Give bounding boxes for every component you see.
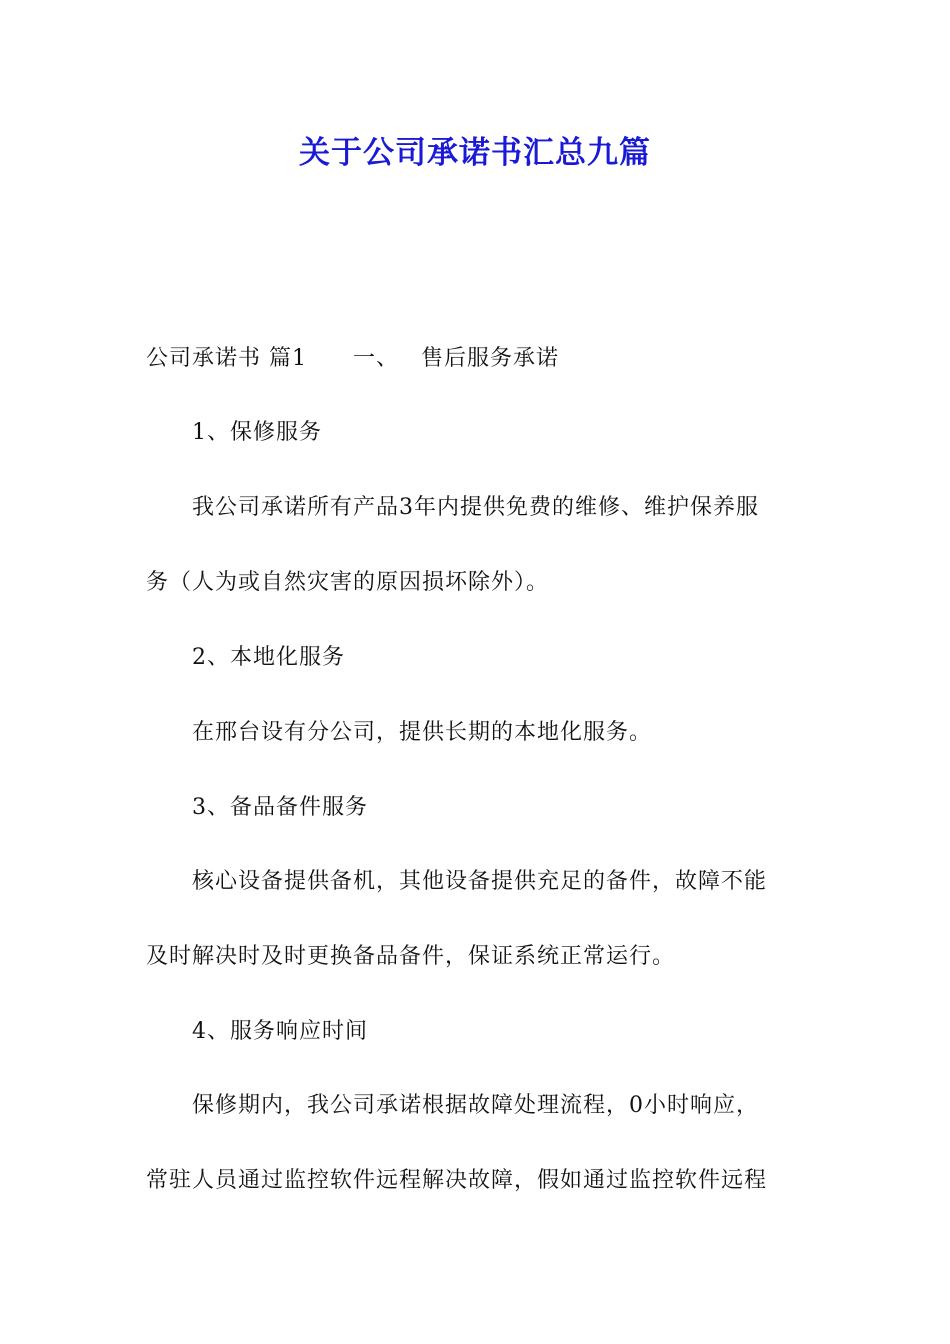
section-heading xyxy=(146,344,559,374)
section-number: 一、 xyxy=(353,346,400,371)
paragraph-line: 我公司承诺所有产品3年内提供免费的维修、维护保养服 xyxy=(192,495,759,520)
paragraph-line: 常驻人员通过监控软件远程解决故障，假如通过监控软件远程 xyxy=(146,1168,768,1193)
subheading-local-service: 2、本地化服务 xyxy=(192,645,345,670)
paragraph-line: 及时解决时及时更换备品备件，保证系统正常运行。 xyxy=(146,944,676,969)
section-part-label: 公司承诺书 篇1 xyxy=(146,346,307,371)
paragraph-line: 核心设备提供备机，其他设备提供充足的备件，故障不能 xyxy=(192,869,768,894)
document-title: 关于公司承诺书汇总九篇 xyxy=(299,135,651,171)
subheading-response-time: 4、服务响应时间 xyxy=(192,1019,368,1044)
section-heading-text: 售后服务承诺 xyxy=(421,346,560,371)
paragraph-line: 务（人为或自然灾害的原因损坏除外）。 xyxy=(146,570,550,595)
paragraph-line: 在邢台设有分公司，提供长期的本地化服务。 xyxy=(192,720,653,745)
paragraph-line: 保修期内，我公司承诺根据故障处理流程，0小时响应， xyxy=(192,1093,759,1118)
subheading-spare-parts: 3、备品备件服务 xyxy=(192,795,368,820)
subheading-warranty: 1、保修服务 xyxy=(192,420,322,445)
